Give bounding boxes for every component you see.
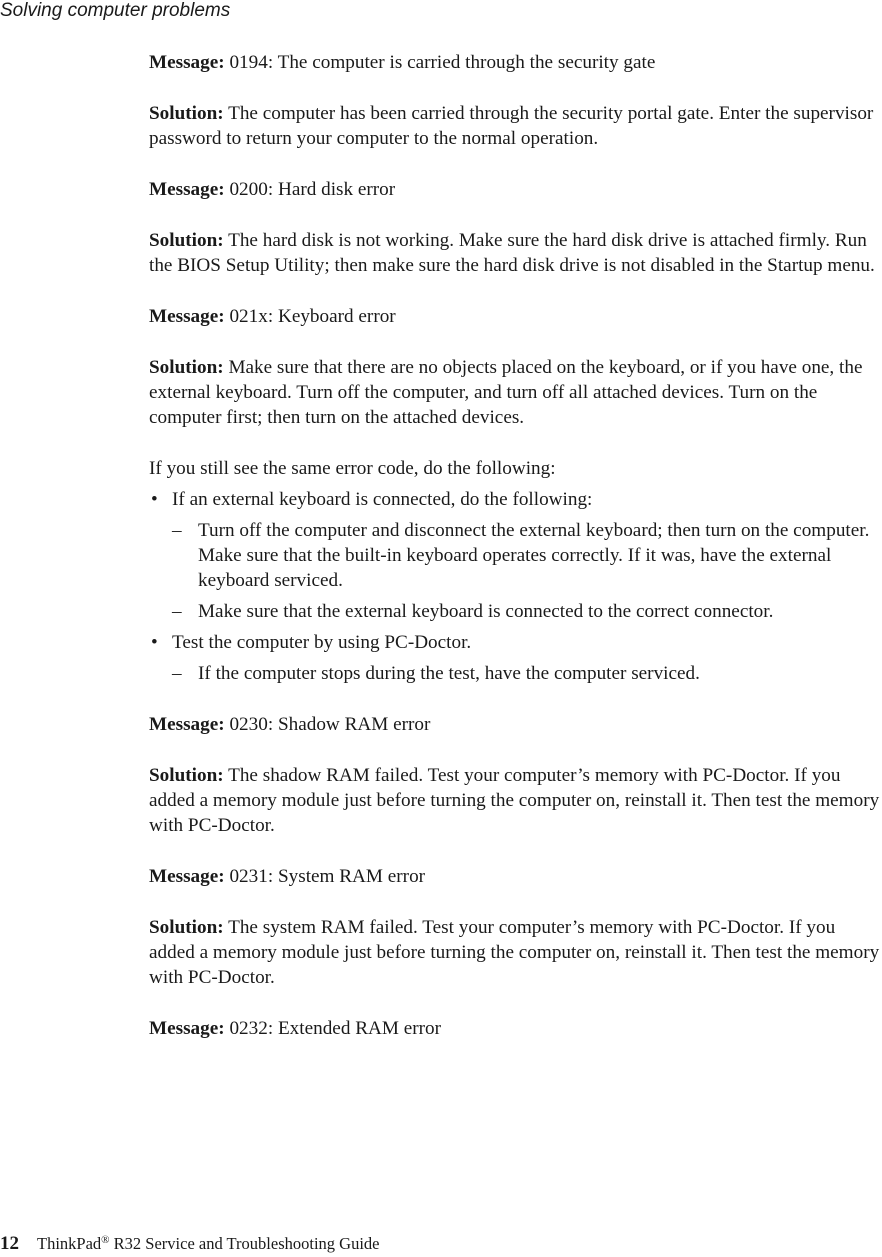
- running-header: Solving computer problems: [0, 0, 231, 21]
- dash-computer-stops: – If the computer stops during the test, have the computer serviced.: [172, 663, 700, 684]
- book-title: ThinkPad® R32 Service and Troubleshooting Guide: [37, 1234, 380, 1253]
- solution-0230: Solution: The shadow RAM failed. Test your computer’s memory with PC-Doctor. If you added a memory module just before turning the computer on, reinstall it. Then test the memory with PC-Doctor.: [149, 765, 880, 836]
- dash-correct-connector: – Make sure that the external keyboard is connected to the correct connector.: [172, 601, 774, 622]
- dash-disconnect-keyboard: – Turn off the computer and disconnect the external keyboard; then turn on the computer. Make sure that the built-in keyboard operates correctly. If it was, have the external keyboard serviced.: [172, 520, 870, 591]
- solution-0200: Solution: The hard disk is not working. Make sure the hard disk drive is attached firmly. Run the BIOS Setup Utility; then make sure the hard disk drive is not disabled in the Startup menu.: [149, 230, 875, 276]
- solution-0194: Solution: The computer has been carried through the security portal gate. Enter the supervisor password to return your computer to the normal operation.: [149, 103, 874, 149]
- page-body: [149, 50, 881, 1041]
- message-0232: Message: 0232: Extended RAM error: [149, 1018, 442, 1039]
- solution-0231: Solution: The system RAM failed. Test your computer’s memory with PC-Doctor. If you added a memory module just before turning the computer on, reinstall it. Then test the memory with PC-Doctor.: [149, 917, 880, 988]
- bullet-external-keyboard: • If an external keyboard is connected, do the following:: [151, 489, 593, 510]
- message-0230: Message: 0230: Shadow RAM error: [149, 714, 431, 735]
- solution-021x: Solution: Make sure that there are no objects placed on the keyboard, or if you have one, the external keyboard. Turn off the computer, and turn off all attached devices. Turn on the computer first; then turn on the attached devices.: [149, 357, 863, 428]
- message-0231: Message: 0231: System RAM error: [149, 866, 426, 887]
- still-error-intro: If you still see the same error code, do the following:: [149, 458, 556, 479]
- bullet-pc-doctor: • Test the computer by using PC-Doctor.: [151, 632, 472, 653]
- message-0194: Message: 0194: The computer is carried through the security gate: [149, 52, 656, 73]
- message-0200: Message: 0200: Hard disk error: [149, 179, 396, 200]
- page-footer: [0, 1233, 379, 1255]
- page-number: 12: [0, 1233, 19, 1254]
- message-021x: Message: 021x: Keyboard error: [149, 306, 396, 327]
